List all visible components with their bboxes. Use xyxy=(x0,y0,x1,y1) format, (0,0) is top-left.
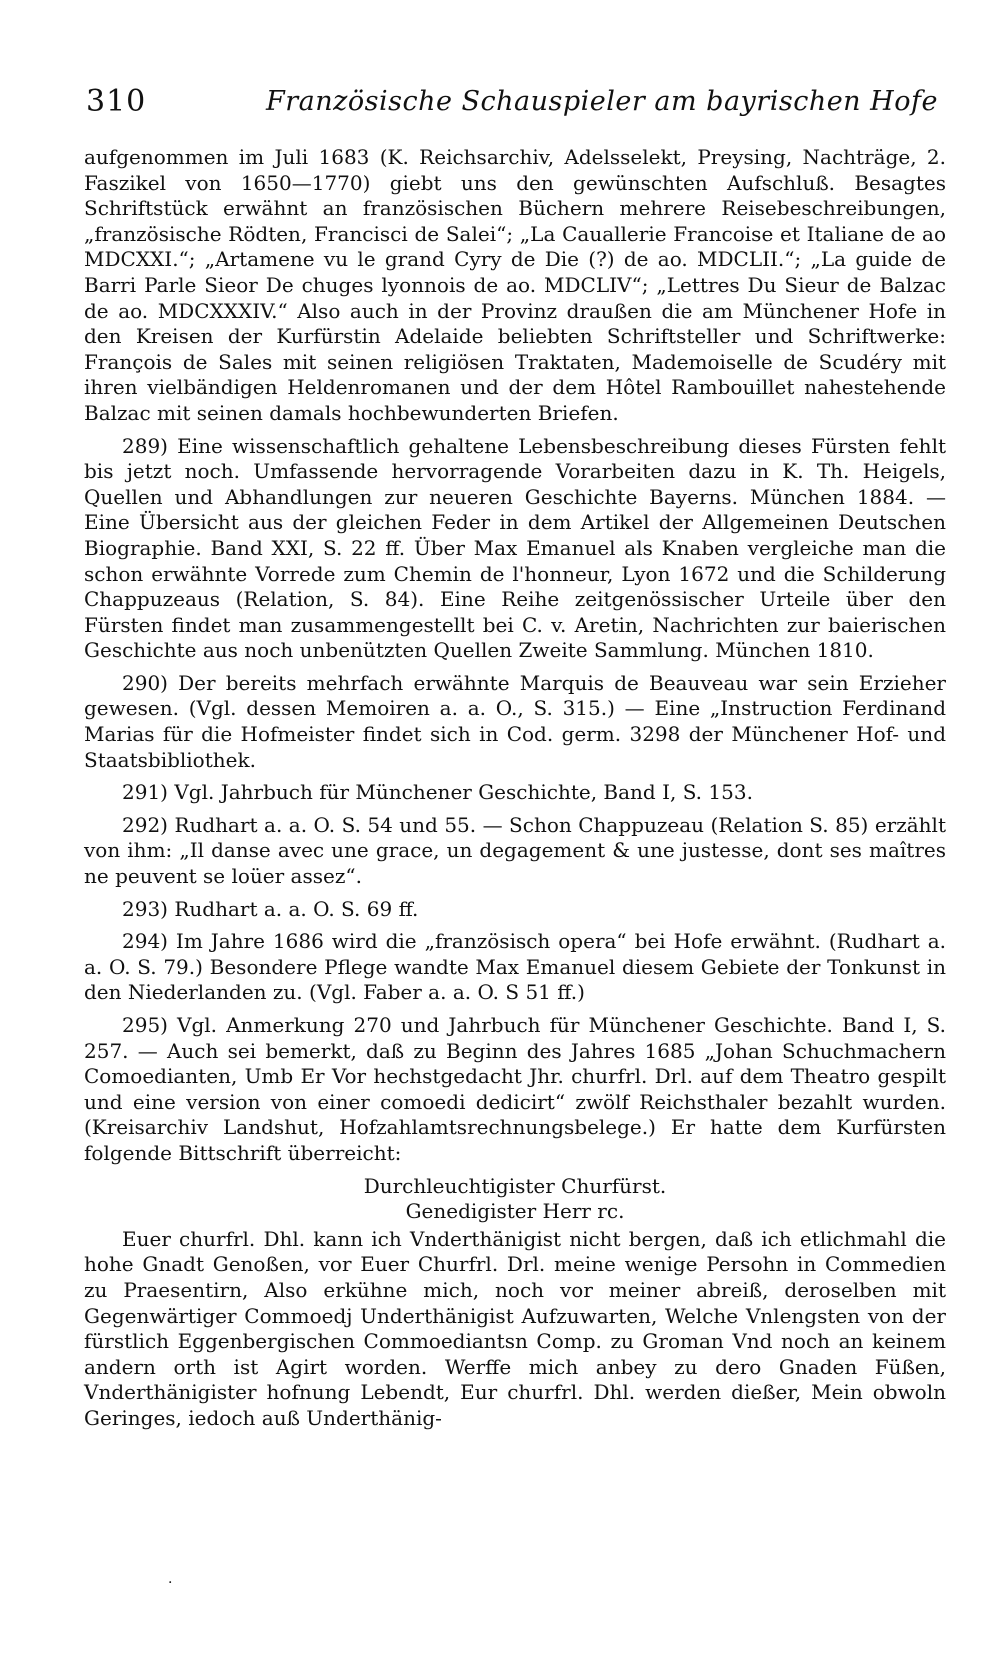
letter-body: Euer churfrl. Dhl. kann ich Vnderthänigist nicht bergen, daß ich etlichmahl die hohe Gnadt Genoßen, vor Euer Churfrl. Drl. meine wenige Persohn in Commedien zu Praesentirn, Also erkühne mich, noch vor meiner abreiß, deroselben mit Gegenwärtiger Commoedj Underthänigist Aufzuwarten, Welche Vnlengsten von der fürstlich Eggenbergischen Commoediantsn Comp. zu Groman Vnd noch an keinem andern orth ist Agirt worden. Werffe mich anbey zu dero Gnaden Füßen, Vnderthänigister hofnung Lebendt, Eur churfrl. Dhl. werden dießer, Mein obwoln Geringes, iedoch auß Underthänig- xyxy=(84,1226,946,1430)
paragraph-continuation: aufgenommen im Juli 1683 (K. Reichsarchiv, Adelsselekt, Preysing, Nachträge, 2. Faszikel von 1650—1770) giebt uns den gewünschten Aufschluß. Besagtes Schriftstück erwähnt an französischen Büchern mehrere Reisebeschreibungen, „französische Rödten, Francisci de Salei“; „La Cauallerie Francoise et Italiane de ao MDCXXI.“; „Artamene vu le grand Cyry de Die (?) de ao. MDCLII.“; „La guide de Barri Parle Sieor De chuges lyonnois de ao. MDCLIV“; „Lettres Du Sieur de Balzac de ao. MDCXXXIV.“ Also auch in der Provinz draußen die am Münchener Hofe in den Kreisen der Kurfürstin Adelaide beliebten Schriftsteller und Schriftwerke: François de Sales mit seinen religiösen Traktaten, Mademoiselle de Scudéry mit ihren vielbändigen Heldenromanen und der dem Hôtel Rambouillet nahestehende Balzac mit seinen damals hochbewunderten Briefen. xyxy=(84,145,946,425)
page-header xyxy=(86,84,946,128)
letter-salutation-2: Genedigister Herr rc. xyxy=(405,1199,625,1224)
footnote-291: 291) Vgl. Jahrbuch für Münchener Geschichte, Band I, S. 153. xyxy=(122,780,753,805)
footnote-290: 290) Der bereits mehrfach erwähnte Marquis de Beauveau war sein Erzieher gewesen. (Vgl. dessen Memoiren a. a. O., S. 315.) — Eine „Instruction Ferdinand Marias für die Hofmeister findet sich in Cod. germ. 3298 der Münchener Hof- und Staatsbibliothek. xyxy=(84,670,946,772)
footnote-293: 293) Rudhart a. a. O. S. 69 ff. xyxy=(122,896,419,921)
page-number: 310 xyxy=(86,84,147,119)
footnote-294: 294) Im Jahre 1686 wird die „französisch opera“ bei Hofe erwähnt. (Rudhart a. a. O. S. 79.) Besondere Pflege wandte Max Emanuel diesem Gebiete der Tonkunst in den Niederlanden zu. (Vgl. Faber a. a. O. S 51 ff.) xyxy=(84,929,946,1005)
page-body xyxy=(84,145,946,1439)
footnote-295: 295) Vgl. Anmerkung 270 und Jahrbuch für Münchener Geschichte. Band I, S. 257. — Auch sei bemerkt, daß zu Beginn des Jahres 1685 „Johan Schuchmachern Comoedianten, Umb Er Vor hechstgedacht Jhr. churfrl. Drl. auf dem Theatro gespilt und eine version von einer comoedi dedicirt“ zwölf Reichsthaler bezahlt wurden. (Kreisarchiv Landshut, Hofzahlamtsrechnungsbelege.) Er hatte dem Kurfürsten folgende Bittschrift überreicht: xyxy=(84,1013,946,1165)
running-title: Französische Schauspieler am bayrischen Hofe xyxy=(266,86,938,117)
footnote-289: 289) Eine wissenschaftlich gehaltene Lebensbeschreibung dieses Fürsten fehlt bis jetzt noch. Umfassende hervorragende Vorarbeiten dazu in K. Th. Heigels, Quellen und Abhandlungen zur neueren Geschichte Bayerns. München 1884. — Eine Übersicht aus der gleichen Feder in dem Artikel der Allgemeinen Deutschen Biographie. Band XXI, S. 22 ff. Über Max Emanuel als Knaben vergleiche man die schon erwähnte Vorrede zum Chemin de l'honneur, Lyon 1672 und die Schilderung Chappuzeaus (Relation, S. 84). Eine Reihe zeitgenössischer Urteile über den Fürsten findet man zusammengestellt bei C. v. Aretin, Nachrichten zur baierischen Geschichte aus noch unbenützten Quellen Zweite Sammlung. München 1810. xyxy=(84,433,946,663)
footer-mark: · xyxy=(168,1575,173,1591)
letter-salutation-1: Durchleuchtigister Churfürst. xyxy=(363,1173,667,1198)
footnote-292: 292) Rudhart a. a. O. S. 54 und 55. — Schon Chappuzeau (Relation S. 85) erzählt von ihm: „Il danse avec une grace, un degagement & une justesse, dont ses maîtres ne peuvent se loüer assez“. xyxy=(84,812,946,889)
